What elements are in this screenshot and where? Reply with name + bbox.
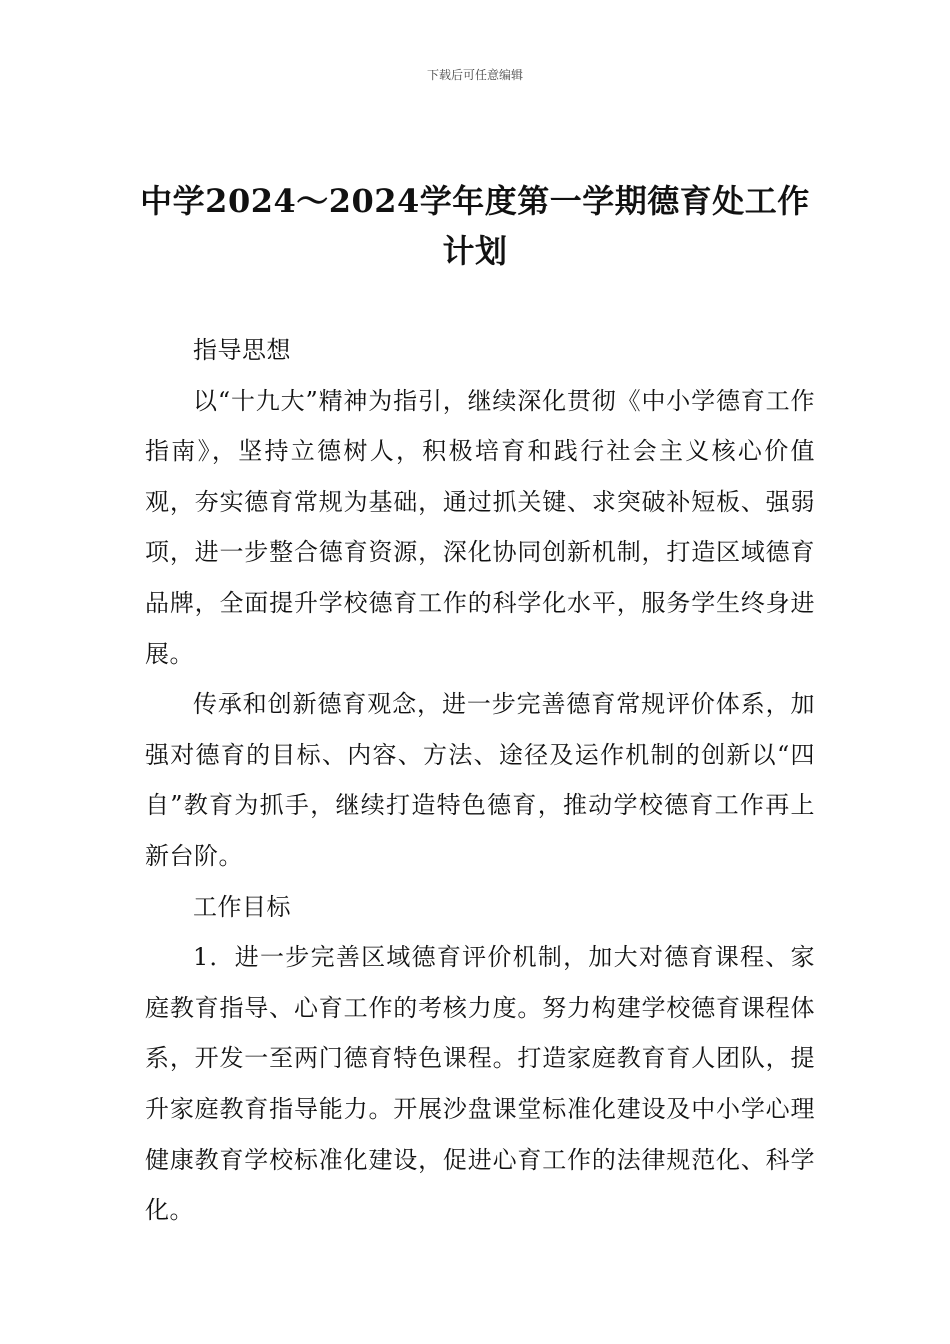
paragraph-inherit-innovate: 传承和创新德育观念，进一步完善德育常规评价体系，加强对德育的目标、内容、方法、途径及运作机制的创新以“四自”教育为抓手，继续打造特色德育，推动学校德育工作再上新台阶。 — [145, 690, 815, 870]
document-body — [145, 325, 815, 1236]
section-heading-work-goals: 工作目标 — [193, 892, 291, 921]
document-title: 中学2024～2024学年度第一学期德育处工作计划 — [140, 182, 810, 270]
paragraph-guiding-ideology: 以“十九大”精神为指引，继续深化贯彻《中小学德育工作指南》，坚持立德树人，积极培育和践行社会主义核心价值观，夯实德育常规为基础，通过抓关键、求突破补短板、强弱项，进一步整合德育资源，深化协同创新机制，打造区域德育品牌，全面提升学校德育工作的科学化水平，服务学生终身进展。 — [145, 386, 815, 668]
page-header-note: 下载后可任意编辑 — [426, 68, 523, 82]
section-heading-guiding-ideology: 指导思想 — [193, 336, 291, 364]
paragraph-goal-1: 1．进一步完善区域德育评价机制，加大对德育课程、家庭教育指导、心育工作的考核力度。努力构建学校德育课程体系，开发一至两门德育特色课程。打造家庭教育育人团队，提升家庭教育指导能力。开展沙盘课堂标准化建设及中小学心理健康教育学校标准化建设，促进心育工作的法律规范化、科学化。 — [145, 943, 815, 1225]
